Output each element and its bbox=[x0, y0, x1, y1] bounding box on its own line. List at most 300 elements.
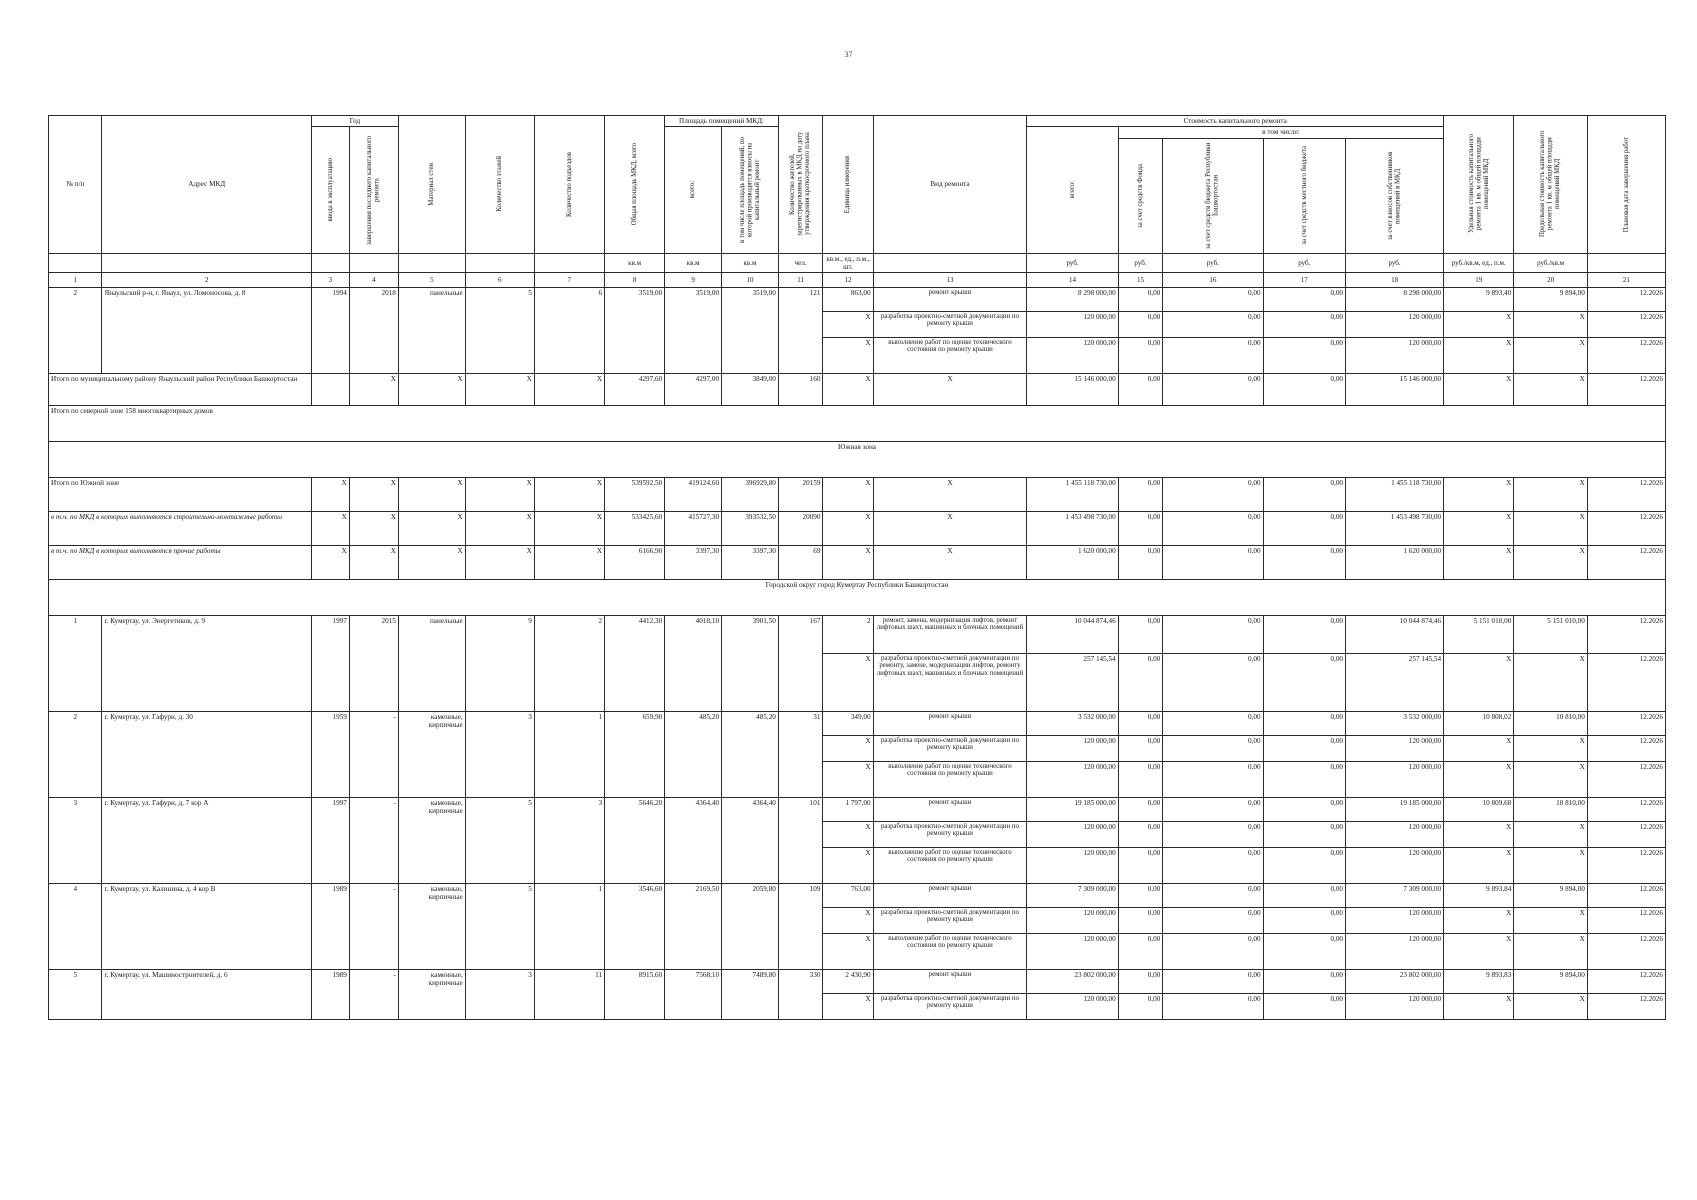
cell-res: 20090 bbox=[778, 511, 823, 545]
cell-addr: г. Кумертау, ул. Машиностроителей, д. 6 bbox=[102, 969, 311, 1019]
cell-co: 1 620 000,00 bbox=[1346, 545, 1444, 579]
header-cost-owners: за счет взносов собственников помещений в МКД bbox=[1346, 138, 1444, 253]
cell-aa: 419124,60 bbox=[665, 477, 722, 511]
units-row bbox=[49, 253, 1666, 272]
cell-fl: 3 bbox=[465, 711, 534, 797]
cell-n: 2 bbox=[49, 287, 102, 373]
cell-unit: X bbox=[823, 511, 873, 545]
cell-ct: 120 000,00 bbox=[1027, 821, 1118, 847]
cell-cf: 0,00 bbox=[1118, 969, 1163, 993]
cell-fl: 3 bbox=[465, 969, 534, 1019]
header-year-commission: ввода в эксплуатацию bbox=[311, 127, 349, 253]
cell-cf: 0,00 bbox=[1118, 711, 1163, 735]
unit-cell: руб./кв.м, ед., п.м. bbox=[1444, 253, 1514, 272]
cell-res: 31 bbox=[778, 711, 823, 797]
cell-mat: X bbox=[398, 545, 465, 579]
header-unit: Единица измерения bbox=[823, 116, 873, 254]
col-number: 14 bbox=[1027, 272, 1118, 287]
cell-ac: 393532,50 bbox=[722, 511, 779, 545]
cell-y1: 1959 bbox=[311, 711, 349, 797]
cell-ct: 1 453 498 730,00 bbox=[1027, 511, 1118, 545]
cell-y2: - bbox=[349, 711, 398, 797]
header-num: № п/п bbox=[49, 116, 102, 254]
total-label: в т.ч. по МКД в которых выполняются прочие работы bbox=[49, 545, 312, 579]
cell-dt: 12.2026 bbox=[1587, 337, 1665, 373]
total-row bbox=[49, 545, 1666, 579]
cell-dt: 12.2026 bbox=[1587, 761, 1665, 797]
cell-y2: 2018 bbox=[349, 287, 398, 373]
page-number: 37 bbox=[844, 50, 853, 59]
cell-rt: выполнение работ по оценке технического состояния по ремонту крыши bbox=[873, 933, 1027, 969]
cell-rt: разработка проектно-сметной документации по ремонту крыши bbox=[873, 907, 1027, 933]
cell-cl: 0,00 bbox=[1263, 821, 1345, 847]
cell-n: 3 bbox=[49, 797, 102, 883]
cell-cl: 0,00 bbox=[1263, 287, 1345, 311]
cell-ct: 257 145,54 bbox=[1027, 653, 1118, 711]
cell-cl: 0,00 bbox=[1263, 545, 1345, 579]
cell-cl: 0,00 bbox=[1263, 735, 1345, 761]
cell-sc: X bbox=[1444, 821, 1514, 847]
cell-unit: X bbox=[823, 653, 873, 711]
cell-unit: X bbox=[823, 311, 873, 337]
cell-sc: X bbox=[1444, 337, 1514, 373]
cell-lc: X bbox=[1514, 653, 1588, 711]
cell-addr: Янаульский р-н, г. Янаул, ул. Ломоносова, д. 8 bbox=[102, 287, 311, 373]
cell-en: X bbox=[534, 373, 604, 405]
col-number: 17 bbox=[1263, 272, 1345, 287]
cell-unit: X bbox=[823, 761, 873, 797]
cell-mat: X bbox=[398, 511, 465, 545]
cell-sc: 9 893,84 bbox=[1444, 883, 1514, 907]
cell-unit: 349,00 bbox=[823, 711, 873, 735]
col-number: 11 bbox=[778, 272, 823, 287]
header-cost-total: всего: bbox=[1027, 127, 1118, 253]
cell-dt: 12.2026 bbox=[1587, 883, 1665, 907]
header-area-all: всего: bbox=[665, 127, 722, 253]
cell-cl: 0,00 bbox=[1263, 373, 1345, 405]
cell-lc: X bbox=[1514, 847, 1588, 883]
cell-dt: 12.2026 bbox=[1587, 735, 1665, 761]
cell-co: 120 000,00 bbox=[1346, 761, 1444, 797]
cell-sc: X bbox=[1444, 373, 1514, 405]
cell-rt: ремонт, замена, модернизация лифтов, ремонт лифтовых шахт, машинных и блочных помещений bbox=[873, 615, 1027, 653]
section-kumertau bbox=[49, 579, 1666, 615]
cell-unit: X bbox=[823, 477, 873, 511]
cell-en: 1 bbox=[534, 711, 604, 797]
cell-mat: X bbox=[398, 477, 465, 511]
cell-y2: - bbox=[349, 797, 398, 883]
table-row bbox=[49, 287, 1666, 311]
cell-cf: 0,00 bbox=[1118, 797, 1163, 821]
cell-sc: X bbox=[1444, 993, 1514, 1019]
cell-unit: X bbox=[823, 821, 873, 847]
cell-unit: X bbox=[823, 907, 873, 933]
cell-ac: 2059,80 bbox=[722, 883, 779, 969]
cell-res: 109 bbox=[778, 883, 823, 969]
cell-ct: 120 000,00 bbox=[1027, 337, 1118, 373]
cell-sc: 5 151 010,00 bbox=[1444, 615, 1514, 653]
unit-cell: руб. bbox=[1163, 253, 1263, 272]
cell-fl: X bbox=[465, 477, 534, 511]
cell-res: 167 bbox=[778, 615, 823, 711]
cell-sc: X bbox=[1444, 545, 1514, 579]
header-total-area: Общая площадь МКД, всего bbox=[605, 116, 665, 254]
cell-rt: X bbox=[873, 511, 1027, 545]
cell-dt: 12.2026 bbox=[1587, 511, 1665, 545]
cell-co: 23 802 000,00 bbox=[1346, 969, 1444, 993]
cell-dt: 12.2026 bbox=[1587, 847, 1665, 883]
header-cost-republic: за счет средств бюджета Республики Башкортостан bbox=[1163, 138, 1263, 253]
cell-dt: 12.2026 bbox=[1587, 373, 1665, 405]
cell-co: 120 000,00 bbox=[1346, 907, 1444, 933]
col-number: 16 bbox=[1163, 272, 1263, 287]
cell-rt: разработка проектно-сметной документации по ремонту крыши bbox=[873, 311, 1027, 337]
cell-en: 11 bbox=[534, 969, 604, 1019]
cell-addr: г. Кумертау, ул. Гафури, д. 7 кор А bbox=[102, 797, 311, 883]
cell-rt: ремонт крыши bbox=[873, 287, 1027, 311]
cell-res: 330 bbox=[778, 969, 823, 1019]
cell-ct: 23 802 000,00 bbox=[1027, 969, 1118, 993]
cell-ta: 5646,20 bbox=[605, 797, 665, 883]
cell-co: 120 000,00 bbox=[1346, 337, 1444, 373]
cell-cf: 0,00 bbox=[1118, 477, 1163, 511]
cell-ac: 3901,50 bbox=[722, 615, 779, 711]
cell-y2: - bbox=[349, 883, 398, 969]
cell-lc: 5 151 010,00 bbox=[1514, 615, 1588, 653]
cell-sc: 9 893,83 bbox=[1444, 969, 1514, 993]
cell-lc: X bbox=[1514, 993, 1588, 1019]
cell-fl: 9 bbox=[465, 615, 534, 711]
cell-sc: X bbox=[1444, 477, 1514, 511]
cell-ta: 4297,60 bbox=[605, 373, 665, 405]
cell-ct: 120 000,00 bbox=[1027, 761, 1118, 797]
cell-ct: 8 298 000,00 bbox=[1027, 287, 1118, 311]
table-row bbox=[49, 883, 1666, 907]
cell-cl: 0,00 bbox=[1263, 615, 1345, 653]
cell-sc: X bbox=[1444, 311, 1514, 337]
cell-co: 120 000,00 bbox=[1346, 933, 1444, 969]
cell-co: 7 309 000,00 bbox=[1346, 883, 1444, 907]
cell-res: 160 bbox=[778, 373, 823, 405]
cell-ct: 1 455 118 730,00 bbox=[1027, 477, 1118, 511]
cell-lc: X bbox=[1514, 511, 1588, 545]
cell-dt: 12.2026 bbox=[1587, 969, 1665, 993]
cell-rt: разработка проектно-сметной документации по ремонту крыши bbox=[873, 735, 1027, 761]
column-number-row bbox=[49, 272, 1666, 287]
cell-fl: X bbox=[465, 545, 534, 579]
cell-y1: 1997 bbox=[311, 797, 349, 883]
cell-cl: 0,00 bbox=[1263, 711, 1345, 735]
cell-rt: разработка проектно-сметной документации по ремонту крыши bbox=[873, 993, 1027, 1019]
cell-co: 8 298 000,00 bbox=[1346, 287, 1444, 311]
cell-ac: 3397,30 bbox=[722, 545, 779, 579]
col-number: 15 bbox=[1118, 272, 1163, 287]
cell-en: 2 bbox=[534, 615, 604, 711]
cell-cr: 0,00 bbox=[1163, 969, 1263, 993]
unit-cell: кв.м bbox=[605, 253, 665, 272]
cell-rt: выполнение работ по оценке технического состояния по ремонту крыши bbox=[873, 337, 1027, 373]
unit-cell: руб. bbox=[1263, 253, 1345, 272]
col-number: 18 bbox=[1346, 272, 1444, 287]
cell-cr: 0,00 bbox=[1163, 653, 1263, 711]
cell-sc: X bbox=[1444, 907, 1514, 933]
cell-co: 1 453 498 730,00 bbox=[1346, 511, 1444, 545]
cell-dt: 12.2026 bbox=[1587, 311, 1665, 337]
cell-y1: 1997 bbox=[311, 615, 349, 711]
cell-cr: 0,00 bbox=[1163, 615, 1263, 653]
cell-cl: 0,00 bbox=[1263, 511, 1345, 545]
cell-dt: 12.2026 bbox=[1587, 615, 1665, 653]
cell-rt: разработка проектно-сметной документации по ремонту крыши bbox=[873, 821, 1027, 847]
cell-ta: 3546,60 bbox=[605, 883, 665, 969]
cell-co: 19 185 000,00 bbox=[1346, 797, 1444, 821]
cell-lc: 10 810,00 bbox=[1514, 797, 1588, 821]
cell-unit: 763,00 bbox=[823, 883, 873, 907]
cell-dt: 12.2026 bbox=[1587, 477, 1665, 511]
cell-lc: X bbox=[1514, 761, 1588, 797]
cell-co: 120 000,00 bbox=[1346, 311, 1444, 337]
header-cost-fund: за счет средств Фонда bbox=[1118, 138, 1163, 253]
cell-cf: 0,00 bbox=[1118, 761, 1163, 797]
cell-en: 1 bbox=[534, 883, 604, 969]
col-number: 10 bbox=[722, 272, 779, 287]
header-year-group: Год bbox=[311, 116, 398, 127]
cell-mat: X bbox=[398, 373, 465, 405]
cell-ct: 15 146 000,00 bbox=[1027, 373, 1118, 405]
cell-ta: 3519,00 bbox=[605, 287, 665, 373]
cell-cr: 0,00 bbox=[1163, 373, 1263, 405]
cell-cl: 0,00 bbox=[1263, 883, 1345, 907]
cell-cr: 0,00 bbox=[1163, 993, 1263, 1019]
cell-unit: 2 430,90 bbox=[823, 969, 873, 993]
cell-y1: X bbox=[311, 477, 349, 511]
section-kumertau-label: Городской округ город Кумертау Республики Башкортостан bbox=[49, 579, 1666, 615]
header-cost-local: за счет средств местного бюджета bbox=[1263, 138, 1345, 253]
cell-lc: X bbox=[1514, 373, 1588, 405]
total-label: Итого по муниципальному району Янаульский район Республики Башкортостан bbox=[49, 373, 312, 405]
cell-cf: 0,00 bbox=[1118, 373, 1163, 405]
cell-y1: 1989 bbox=[311, 883, 349, 969]
col-number: 6 bbox=[465, 272, 534, 287]
col-number: 21 bbox=[1587, 272, 1665, 287]
cell-cr: 0,00 bbox=[1163, 821, 1263, 847]
cell-aa: 4018,10 bbox=[665, 615, 722, 711]
cell-cl: 0,00 bbox=[1263, 337, 1345, 373]
cell-fl: 5 bbox=[465, 287, 534, 373]
section-north-total-label: Итого по северной зоне 158 многоквартирных домов bbox=[49, 405, 1666, 441]
cell-ct: 120 000,00 bbox=[1027, 933, 1118, 969]
cell-y1: 1994 bbox=[311, 287, 349, 373]
cell-ct: 19 185 000,00 bbox=[1027, 797, 1118, 821]
cell-res: 20159 bbox=[778, 477, 823, 511]
cell-lc: X bbox=[1514, 477, 1588, 511]
capital-repair-table bbox=[48, 115, 1666, 1020]
cell-ct: 1 620 000,00 bbox=[1027, 545, 1118, 579]
cell-en: 3 bbox=[534, 797, 604, 883]
cell-aa: 7568,10 bbox=[665, 969, 722, 1019]
cell-cf: 0,00 bbox=[1118, 735, 1163, 761]
cell-en: X bbox=[534, 545, 604, 579]
header-floors: Количество этажей bbox=[465, 116, 534, 254]
cell-y2: X bbox=[349, 545, 398, 579]
cell-rt: выполнение работ по оценке технического состояния по ремонту крыши bbox=[873, 761, 1027, 797]
cell-ct: 7 309 000,00 bbox=[1027, 883, 1118, 907]
total-label: Итого по Южной зоне bbox=[49, 477, 312, 511]
cell-cf: 0,00 bbox=[1118, 511, 1163, 545]
cell-cr: 0,00 bbox=[1163, 883, 1263, 907]
cell-cf: 0,00 bbox=[1118, 847, 1163, 883]
cell-cf: 0,00 bbox=[1118, 545, 1163, 579]
cell-cl: 0,00 bbox=[1263, 969, 1345, 993]
cell-ta: 539592,50 bbox=[605, 477, 665, 511]
cell-co: 257 145,54 bbox=[1346, 653, 1444, 711]
cell-ac: 396929,80 bbox=[722, 477, 779, 511]
cell-cl: 0,00 bbox=[1263, 311, 1345, 337]
col-number: 20 bbox=[1514, 272, 1588, 287]
cell-lc: 9 894,00 bbox=[1514, 969, 1588, 993]
header-repair-type: Вид ремонта bbox=[873, 116, 1027, 254]
cell-mat: каменные, кирпичные bbox=[398, 969, 465, 1019]
cell-unit: 2 bbox=[823, 615, 873, 653]
cell-ac: 7489,80 bbox=[722, 969, 779, 1019]
cell-unit: X bbox=[823, 847, 873, 883]
cell-ac: 3849,00 bbox=[722, 373, 779, 405]
cell-en: 6 bbox=[534, 287, 604, 373]
cell-cl: 0,00 bbox=[1263, 477, 1345, 511]
cell-cr: 0,00 bbox=[1163, 337, 1263, 373]
cell-ct: 120 000,00 bbox=[1027, 735, 1118, 761]
cell-aa: 4297,00 bbox=[665, 373, 722, 405]
unit-cell: кв.м bbox=[665, 253, 722, 272]
cell-lc: X bbox=[1514, 337, 1588, 373]
cell-res: 69 bbox=[778, 545, 823, 579]
cell-cf: 0,00 bbox=[1118, 993, 1163, 1019]
cell-cr: 0,00 bbox=[1163, 797, 1263, 821]
cell-unit: 863,00 bbox=[823, 287, 873, 311]
cell-mat: каменные, кирпичные bbox=[398, 711, 465, 797]
cell-unit: X bbox=[823, 933, 873, 969]
cell-cf: 0,00 bbox=[1118, 933, 1163, 969]
unit-cell: руб. bbox=[1027, 253, 1118, 272]
cell-cl: 0,00 bbox=[1263, 907, 1345, 933]
col-number: 19 bbox=[1444, 272, 1514, 287]
cell-aa: 3519,00 bbox=[665, 287, 722, 373]
cell-cr: 0,00 bbox=[1163, 511, 1263, 545]
header-year-last-repair: завершения последнего капитального ремонта bbox=[349, 127, 398, 253]
cell-sc: X bbox=[1444, 761, 1514, 797]
cell-cf: 0,00 bbox=[1118, 311, 1163, 337]
cell-co: 10 044 874,46 bbox=[1346, 615, 1444, 653]
section-north-total bbox=[49, 405, 1666, 441]
col-number: 9 bbox=[665, 272, 722, 287]
unit-cell: руб. bbox=[1346, 253, 1444, 272]
table-row bbox=[49, 969, 1666, 993]
cell-en: X bbox=[534, 477, 604, 511]
table-body bbox=[49, 287, 1666, 1019]
cell-sc: 10 808,02 bbox=[1444, 711, 1514, 735]
cell-sc: X bbox=[1444, 511, 1514, 545]
cell-aa: 415727,30 bbox=[665, 511, 722, 545]
cell-ct: 10 044 874,46 bbox=[1027, 615, 1118, 653]
cell-co: 15 146 000,00 bbox=[1346, 373, 1444, 405]
cell-rt: ремонт крыши bbox=[873, 711, 1027, 735]
cell-lc: 10 810,00 bbox=[1514, 711, 1588, 735]
cell-n: 2 bbox=[49, 711, 102, 797]
total-label: в т.ч. по МКД в которых выполняются строительно-монтажные работы bbox=[49, 511, 312, 545]
cell-addr: г. Кумертау, ул. Гафури, д. 30 bbox=[102, 711, 311, 797]
cell-co: 120 000,00 bbox=[1346, 847, 1444, 883]
col-number: 8 bbox=[605, 272, 665, 287]
cell-aa: 485,20 bbox=[665, 711, 722, 797]
cell-unit: X bbox=[823, 545, 873, 579]
header-address: Адрес МКД bbox=[102, 116, 311, 254]
header-row-1 bbox=[49, 116, 1666, 127]
col-number: 5 bbox=[398, 272, 465, 287]
cell-cl: 0,00 bbox=[1263, 761, 1345, 797]
cell-fl: X bbox=[465, 511, 534, 545]
cell-rt: X bbox=[873, 545, 1027, 579]
section-south-zone bbox=[49, 441, 1666, 477]
cell-co: 1 455 118 730,00 bbox=[1346, 477, 1444, 511]
cell-cr: 0,00 bbox=[1163, 477, 1263, 511]
cell-cr: 0,00 bbox=[1163, 933, 1263, 969]
header-premises-group: Площадь помещений МКД: bbox=[665, 116, 779, 127]
cell-cf: 0,00 bbox=[1118, 653, 1163, 711]
cell-fl: 5 bbox=[465, 883, 534, 969]
cell-cr: 0,00 bbox=[1163, 761, 1263, 797]
header-area-capital: в том числе площадь помещений, по которой производятся взносы на капитальный ремонт bbox=[722, 127, 779, 253]
header-cost-incl: в том числе: bbox=[1118, 127, 1443, 138]
cell-unit: X bbox=[823, 373, 873, 405]
total-row bbox=[49, 511, 1666, 545]
cell-ct: 3 532 000,00 bbox=[1027, 711, 1118, 735]
cell-aa: 2169,50 bbox=[665, 883, 722, 969]
cell-aa: 3397,30 bbox=[665, 545, 722, 579]
cell-fl: X bbox=[465, 373, 534, 405]
cell-y1 bbox=[311, 373, 349, 405]
cell-addr: г. Кумертау, ул. Калинина, д. 4 кор В bbox=[102, 883, 311, 969]
cell-lc: X bbox=[1514, 933, 1588, 969]
cell-y2: X bbox=[349, 511, 398, 545]
cell-sc: X bbox=[1444, 933, 1514, 969]
cell-dt: 12.2026 bbox=[1587, 821, 1665, 847]
cell-lc: X bbox=[1514, 545, 1588, 579]
cell-rt: разработка проектно-сметной документации по ремонту, замене, модернизации лифтов, ремонту лифтовых шахт, машинных и блочных помещений bbox=[873, 653, 1027, 711]
cell-rt: ремонт крыши bbox=[873, 797, 1027, 821]
cell-mat: каменные, кирпичные bbox=[398, 883, 465, 969]
cell-lc: X bbox=[1514, 821, 1588, 847]
cell-y2: X bbox=[349, 477, 398, 511]
cell-n: 1 bbox=[49, 615, 102, 711]
col-number: 13 bbox=[873, 272, 1027, 287]
cell-rt: X bbox=[873, 477, 1027, 511]
unit-cell: кв.м., ед., п.м., шт. bbox=[823, 253, 873, 272]
cell-rt: X bbox=[873, 373, 1027, 405]
cell-ct: 120 000,00 bbox=[1027, 907, 1118, 933]
cell-mat: панельные bbox=[398, 287, 465, 373]
cell-ac: 4364,40 bbox=[722, 797, 779, 883]
cell-cf: 0,00 bbox=[1118, 615, 1163, 653]
cell-cl: 0,00 bbox=[1263, 933, 1345, 969]
cell-en: X bbox=[534, 511, 604, 545]
cell-sc: X bbox=[1444, 653, 1514, 711]
cell-cl: 0,00 bbox=[1263, 847, 1345, 883]
unit-cell: руб. bbox=[1118, 253, 1163, 272]
cell-lc: X bbox=[1514, 907, 1588, 933]
header-specific-cost: Удельная стоимость капитального ремонта 1 кв. м общей площади помещений МКД bbox=[1444, 116, 1514, 254]
cell-co: 3 532 000,00 bbox=[1346, 711, 1444, 735]
col-number: 7 bbox=[534, 272, 604, 287]
